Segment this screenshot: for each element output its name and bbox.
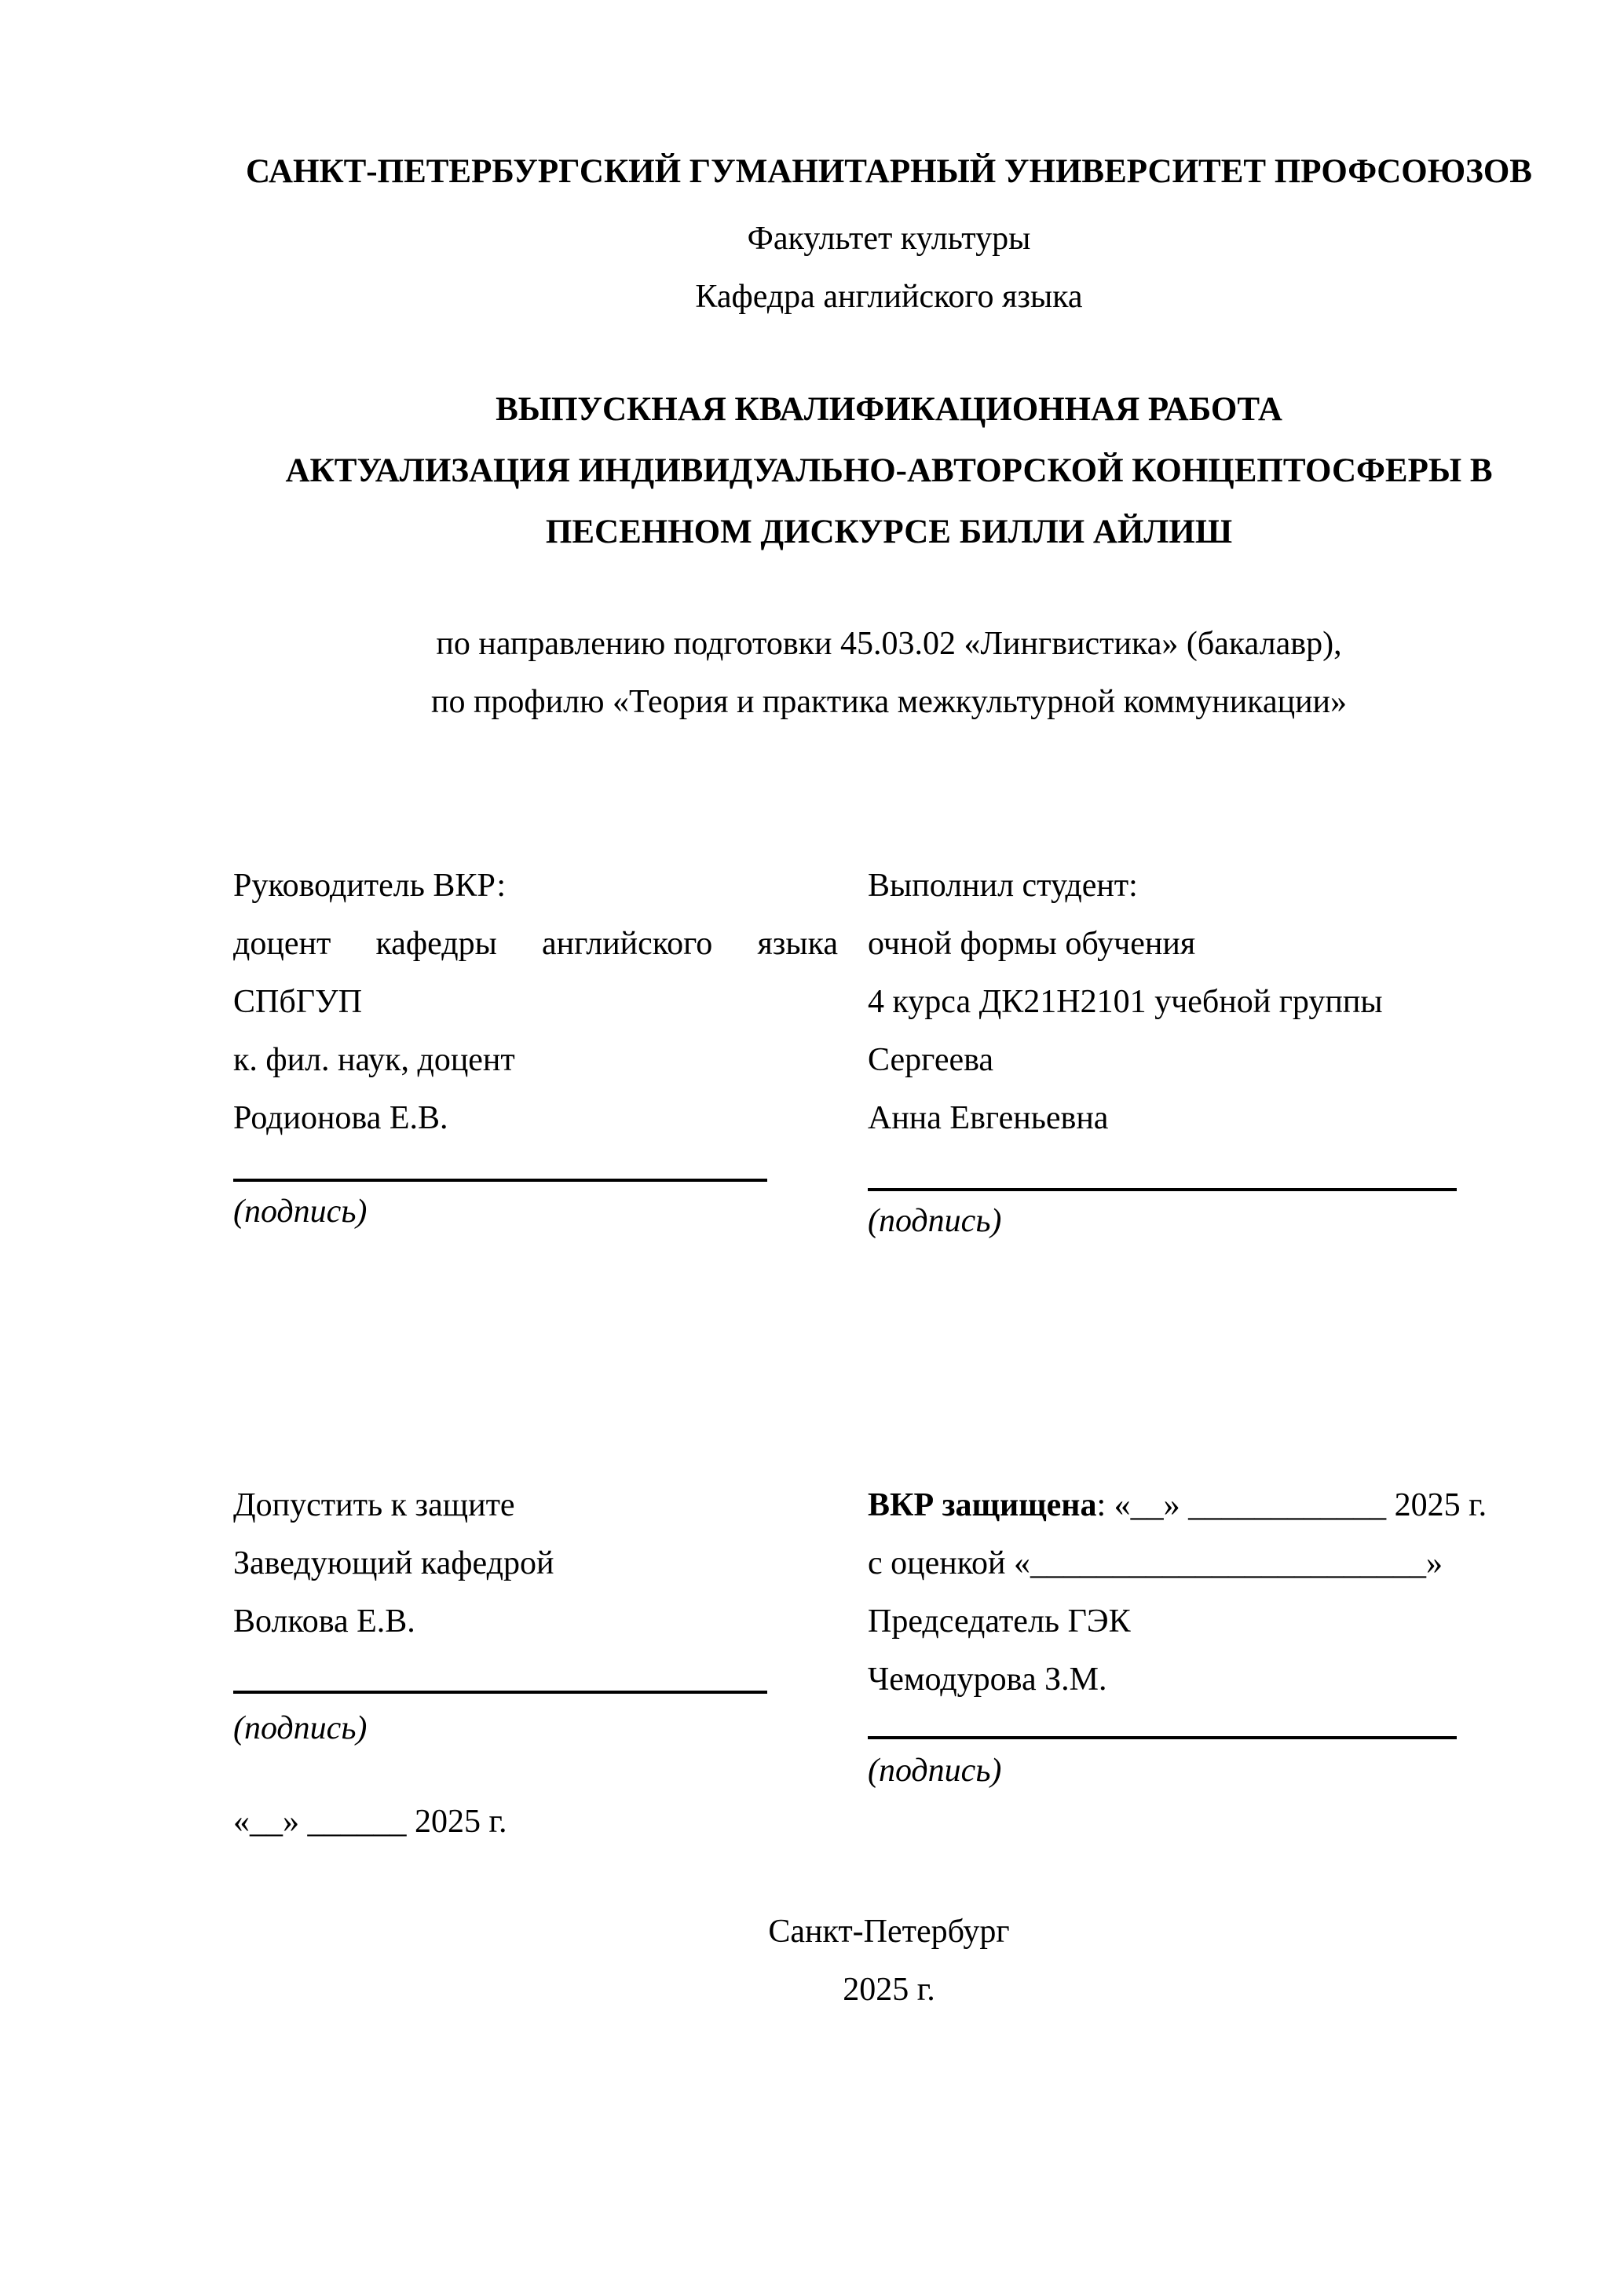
defense-block	[868, 1476, 1545, 1796]
admission-allow-line: Допустить к защите	[233, 1487, 515, 1523]
supervisor-heading: Руководитель ВКР:	[233, 868, 507, 904]
student-group: 4 курса ДК21Н2101 учебной группы	[868, 984, 1383, 1020]
defense-signature-line	[868, 1736, 1457, 1739]
defense-chairman-name: Чемодурова З.М.	[868, 1662, 1107, 1698]
program-direction-line: по направлению подготовки 45.03.02 «Лингвистика» (бакалавр),	[436, 626, 1342, 662]
defense-grade-line: с оценкой «________________________»	[868, 1545, 1443, 1581]
defense-signature-caption: (подпись)	[868, 1753, 1002, 1789]
footer-city: Санкт-Петербург	[768, 1914, 1010, 1950]
student-first-patronymic: Анна Евгеньевна	[868, 1100, 1109, 1136]
student-block	[868, 857, 1545, 1246]
supervisor-position-line2: СПбГУП	[233, 984, 363, 1020]
supervisor-block	[233, 857, 838, 1237]
student-study-form: очной формы обучения	[868, 926, 1196, 962]
work-title-line2: ПЕСЕННОМ ДИСКУРСЕ БИЛЛИ АЙЛИШ	[545, 514, 1233, 550]
admission-date-line: «__» ______ 2025 г.	[233, 1804, 507, 1840]
work-type-label: ВЫПУСКНАЯ КВАЛИФИКАЦИОННАЯ РАБОТА	[496, 391, 1282, 428]
admission-signature-caption: (подпись)	[233, 1710, 368, 1746]
supervisor-signature-caption: (подпись)	[233, 1194, 368, 1230]
supervisor-student-section	[233, 857, 1545, 1246]
defense-defended-rest: : «__» ____________ 2025 г.	[1096, 1487, 1487, 1523]
program-profile-line: по профилю «Теория и практика межкультурной коммуникации»	[430, 684, 1348, 720]
admission-head-name: Волкова Е.В.	[233, 1603, 415, 1640]
student-signature-line	[868, 1188, 1457, 1191]
admission-signature-line	[233, 1691, 767, 1694]
admission-defense-section	[233, 1476, 1545, 1851]
footer-year: 2025 г.	[843, 1972, 935, 2008]
defense-defended-label: ВКР защищена	[868, 1487, 1097, 1523]
student-surname: Сергеева	[868, 1042, 994, 1078]
university-name: САНКТ-ПЕТЕРБУРГСКИЙ ГУМАНИТАРНЫЙ УНИВЕРСИТЕТ ПРОФСОЮЗОВ	[246, 153, 1532, 190]
student-signature-caption: (подпись)	[868, 1203, 1002, 1239]
defense-defended-line	[868, 1476, 1545, 1534]
department-line: Кафедра английского языка	[695, 279, 1083, 315]
supervisor-degree: к. фил. наук, доцент	[233, 1042, 515, 1078]
admission-head-title: Заведующий кафедрой	[233, 1545, 554, 1581]
supervisor-name: Родионова Е.В.	[233, 1100, 448, 1136]
student-heading: Выполнил студент:	[868, 868, 1138, 904]
faculty-line: Факультет культуры	[747, 221, 1031, 257]
supervisor-position-line1: доцент кафедры английского языка	[233, 926, 838, 962]
admission-block	[233, 1476, 838, 1851]
work-title-line1: АКТУАЛИЗАЦИЯ ИНДИВИДУАЛЬНО-АВТОРСКОЙ КОНЦЕПТОСФЕРЫ В	[285, 452, 1493, 489]
supervisor-signature-line	[233, 1179, 767, 1182]
defense-chairman-title: Председатель ГЭК	[868, 1603, 1131, 1640]
